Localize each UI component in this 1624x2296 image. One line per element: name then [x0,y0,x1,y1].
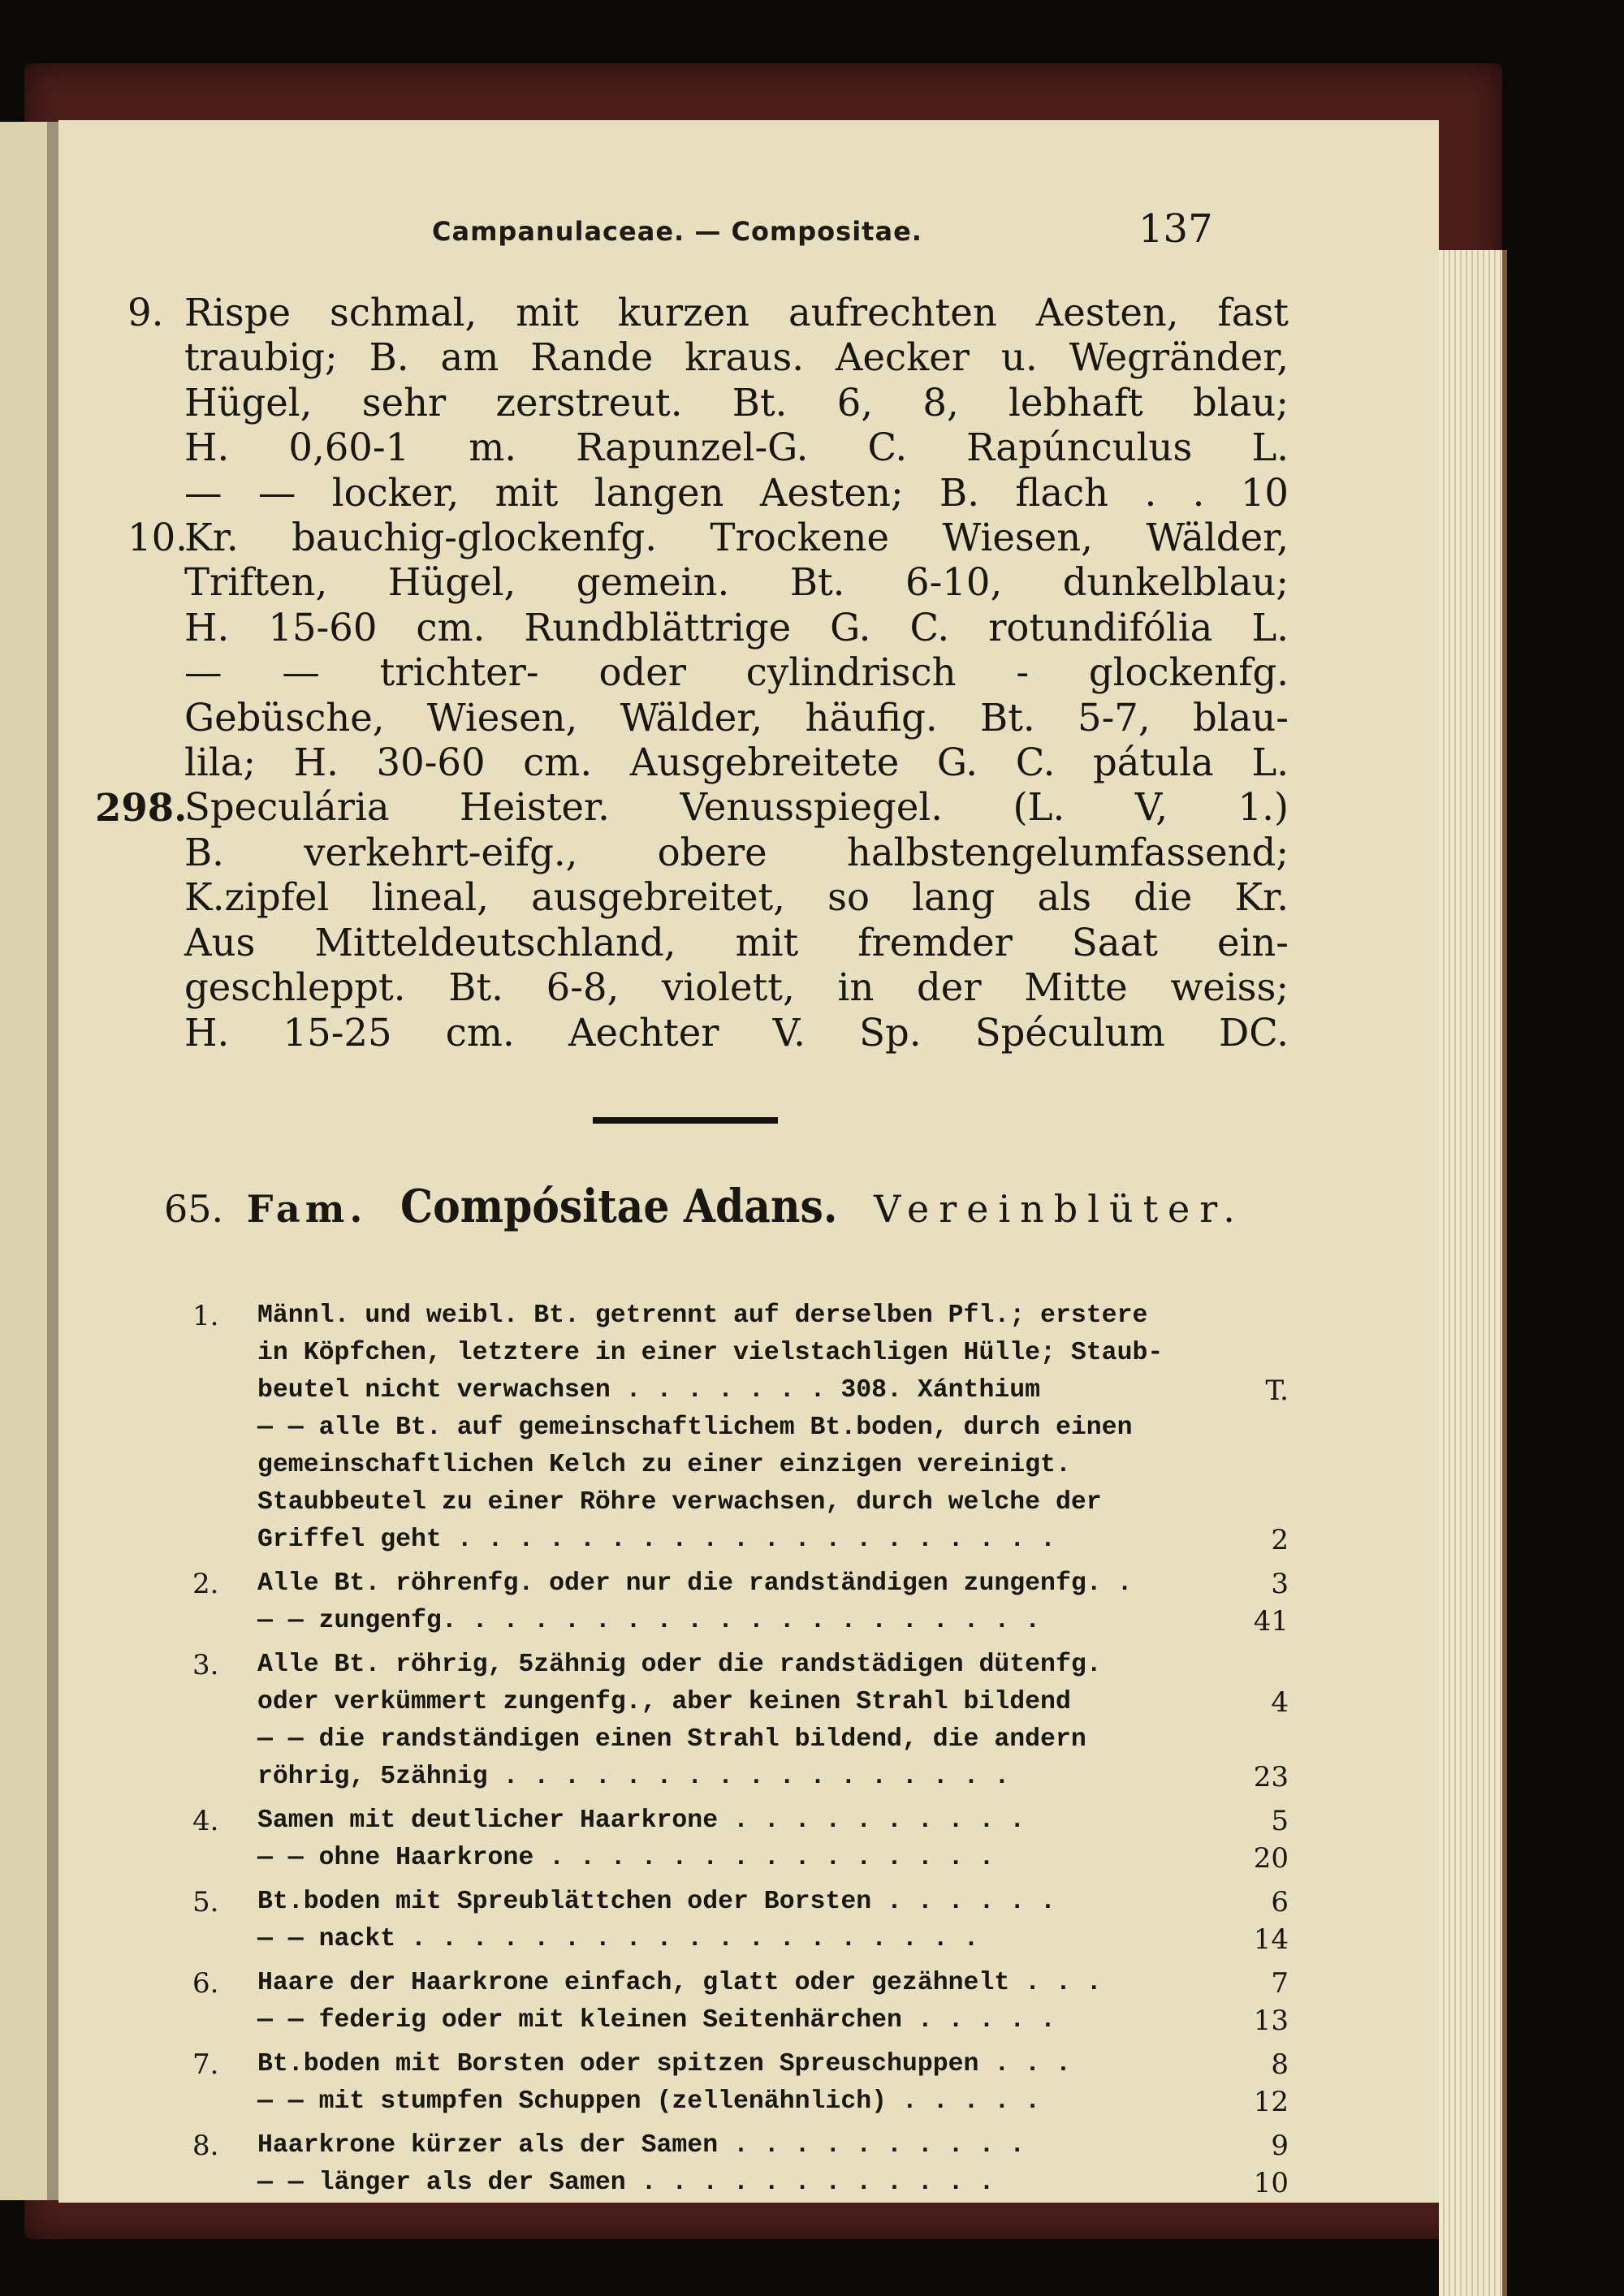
book-page [58,120,1439,2203]
key-number: 5. [192,1886,219,1918]
compositae-key [192,1297,1289,2202]
key-reference: 8 [1271,2048,1289,2081]
key-line [192,2046,1289,2083]
family-common-name: Vereinblüter. [874,1187,1245,1231]
text-line [184,606,1289,650]
text-line [184,740,1289,785]
family-heading [164,1180,1285,1233]
key-line [257,1721,1289,1759]
line-text: K.zipfel lineal, ausgebreitet, so lang als die Kr. [184,875,1289,920]
line-text: Aus Mitteldeutschland, mit fremder Saat ein- [184,920,1289,965]
key-reference: 2 [1271,1524,1289,1556]
key-reference: 5 [1271,1805,1289,1837]
key-gap [257,2121,1289,2127]
key-text: Bt.boden mit Borsten oder spitzen Spreuschuppen . . . [257,2050,1071,2078]
key-reference: 12 [1253,2086,1289,2118]
entry-number: 9. [127,291,164,334]
key-line [257,1759,1289,1796]
key-text: Samen mit deutlicher Haarkrone . . . . . . . . . . [257,1806,1026,1835]
key-line [257,1447,1289,1484]
key-line [192,2127,1289,2164]
key-text: Männl. und weibl. Bt. getrennt auf derselben Pfl.; erstere [257,1301,1148,1330]
page-stack-edge [1439,250,1507,2296]
text-line [184,471,1289,516]
text-line [184,560,1289,605]
key-reference: 41 [1253,1605,1289,1638]
line-text: B. verkehrt-eifg., obere halbstengelumfassend; [184,830,1289,874]
key-line [257,1521,1289,1559]
key-text: Alle Bt. röhrenfg. oder nur die randständigen zungenfg. . [257,1569,1133,1598]
line-text: — — locker, mit langen Aesten; B. flach . . 10 [184,470,1289,515]
key-reference: 23 [1253,1761,1289,1793]
key-text: gemeinschaftlichen Kelch zu einer einzigen vereinigt. [257,1451,1071,1479]
key-reference: 20 [1253,1842,1289,1875]
key-line [192,1802,1289,1840]
line-text: geschleppt. Bt. 6-8, violett, in der Mitte weiss; [184,965,1289,1010]
key-line [257,1921,1289,1958]
key-text: — — nackt . . . . . . . . . . . . . . . . . . . [257,1925,979,1953]
family-label: Fam. [246,1187,368,1231]
key-line [257,1684,1289,1721]
key-text: in Köpfchen, letztere in einer vielstachligen Hülle; Staub- [257,1339,1164,1367]
key-gap [257,1640,1289,1646]
key-text: Staubbeutel zu einer Röhre verwachsen, durch welche der [257,1488,1102,1517]
text-line [184,696,1289,740]
key-reference: 4 [1271,1686,1289,1719]
key-gap [257,1958,1289,1965]
line-text: — — trichter- oder cylindrisch - glockenfg. [184,650,1289,695]
line-text: H. 15-25 cm. Aechter V. Sp. Spéculum DC. [184,1010,1289,1055]
key-line [257,1335,1289,1372]
running-title: Campanulaceae. — Compositae. [432,216,922,247]
key-reference: 3 [1271,1568,1289,1600]
page-content [58,120,1289,2203]
line-text: lila; H. 30-60 cm. Ausgebreitete G. C. pátula L. [184,740,1289,785]
key-reference: 14 [1253,1923,1289,1956]
key-gap [257,1796,1289,1802]
key-text: — — länger als der Samen . . . . . . . . . . . . [257,2169,995,2197]
text-line [184,831,1289,875]
key-line [257,1409,1289,1447]
entry-number: 10. [127,516,188,560]
text-line [95,785,1289,831]
facing-page-shadow [47,122,58,2200]
key-number: 7. [192,2048,219,2081]
key-text: Griffel geht . . . . . . . . . . . . . . . . . . . . [257,1526,1056,1554]
line-text: Rispe schmal, mit kurzen aufrechten Aesten, fast [184,291,1289,334]
text-line [127,516,1289,560]
key-line [192,1965,1289,2002]
key-text: Bt.boden mit Spreublättchen oder Borsten . . . . . . [257,1888,1056,1916]
key-text: beutel nicht verwachsen . . . . . . . 308. Xánthium [257,1376,1041,1405]
key-number: 3. [192,1649,219,1681]
text-line [127,291,1289,335]
page-number: 137 [1138,206,1213,252]
key-text: oder verkümmert zungenfg., aber keinen Strahl bildend [257,1688,1071,1716]
text-line [184,335,1289,380]
key-line [257,2164,1289,2202]
entry-number: 298. [95,785,188,831]
key-line [257,1840,1289,1877]
key-text: — — federig oder mit kleinen Seitenhärchen . . . . . [257,2006,1056,2035]
line-text: Speculária Heister. Venusspiegel. (L. V, 1.) [184,785,1289,830]
key-number: 4. [192,1805,219,1837]
line-text: Hügel, sehr zerstreut. Bt. 6, 8, lebhaft blau; [184,380,1289,425]
campanula-key-section [95,291,1289,1055]
key-text: — — die randständigen einen Strahl bildend, die andern [257,1725,1086,1754]
line-text: Kr. bauchig-glockenfg. Trockene Wiesen, Wälder, [184,516,1289,560]
family-number: 65. [164,1187,224,1231]
key-line [192,1646,1289,1684]
key-reference: 9 [1271,2130,1289,2162]
key-line [192,1565,1289,1603]
key-text: — — mit stumpfen Schuppen (zellenähnlich) . . . . . [257,2087,1041,2116]
text-line [184,425,1289,470]
key-line [192,1884,1289,1921]
key-number: 1. [192,1300,219,1332]
key-line [257,2083,1289,2121]
section-divider [593,1117,778,1124]
key-number: 8. [192,2130,219,2162]
key-text: röhrig, 5zähnig . . . . . . . . . . . . . . . . . [257,1763,1010,1791]
line-text: Triften, Hügel, gemein. Bt. 6-10, dunkelblau; [184,560,1289,605]
text-line [184,875,1289,920]
key-text: Haarkrone kürzer als der Samen . . . . . . . . . . [257,2131,1026,2160]
key-reference: 6 [1271,1886,1289,1918]
key-text: Alle Bt. röhrig, 5zähnig oder die randstädigen dütenfg. [257,1651,1102,1679]
key-line [192,1297,1289,1335]
text-line [184,381,1289,425]
key-number: 6. [192,1967,219,2000]
text-line [184,921,1289,965]
key-reference: T. [1265,1375,1289,1407]
line-text: Gebüsche, Wiesen, Wälder, häufig. Bt. 5-7, blau- [184,695,1289,740]
key-text: — — zungenfg. . . . . . . . . . . . . . . . . . . . [257,1607,1041,1635]
key-gap [257,1877,1289,1884]
key-text: — — ohne Haarkrone . . . . . . . . . . . . . . . [257,1844,995,1872]
family-scientific-name: Compósitae Adans. [400,1180,838,1233]
key-reference: 13 [1253,2005,1289,2037]
text-line [184,650,1289,695]
key-gap [257,2039,1289,2046]
key-gap [257,1559,1289,1565]
key-reference: 7 [1271,1967,1289,2000]
line-text: H. 0,60-1 m. Rapunzel-G. C. Rapúnculus L. [184,425,1289,470]
line-text: H. 15-60 cm. Rundblättrige G. C. rotundifólia L. [184,605,1289,650]
key-line [257,2002,1289,2039]
key-reference: 10 [1253,2167,1289,2199]
line-text: traubig; B. am Rande kraus. Aecker u. Wegränder, [184,335,1289,380]
key-line [257,1603,1289,1640]
text-line [184,1011,1289,1055]
key-text: Haare der Haarkrone einfach, glatt oder gezähnelt . . . [257,1969,1102,1997]
key-text: — — alle Bt. auf gemeinschaftlichem Bt.boden, durch einen [257,1413,1133,1442]
key-line [257,1484,1289,1521]
key-line [257,1372,1289,1409]
text-line [184,965,1289,1010]
key-number: 2. [192,1568,219,1600]
